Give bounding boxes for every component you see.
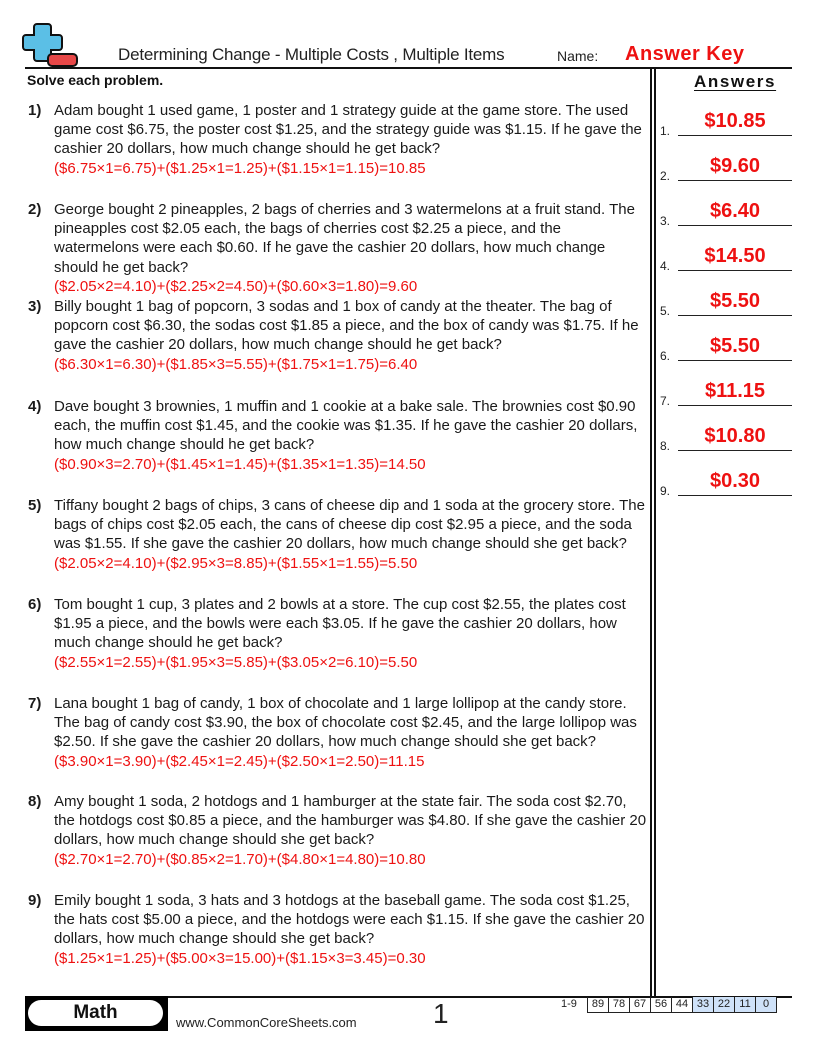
answer-value: $6.40 [709, 200, 761, 222]
problem-work: ($1.25×1=1.25)+($5.00×3=15.00)+($1.15×3=3.45)=0.30 [54, 949, 426, 967]
problem-work: ($2.05×2=4.10)+($2.25×2=4.50)+($0.60×3=1.80)=9.60 [54, 277, 418, 295]
problem-number: 1) [28, 102, 42, 119]
answer-underline [678, 360, 792, 362]
problem-work: ($6.30×1=6.30)+($1.85×3=5.55)+($1.75×1=1.75)=6.40 [54, 355, 418, 373]
answer-value: $10.85 [704, 110, 766, 132]
answers-heading: Answers [694, 72, 777, 91]
problem-text: Tiffany bought 2 bags of chips, 3 cans of cheese dip and 1 soda at the grocery store. The bags of chips cost $2.05 each, the cans of cheese dip cost $2.95 a piece, and the soda was $1.55. If she gave the cashier 20 dollars, how much change should she get back? [54, 497, 645, 553]
problem-number: 3) [28, 298, 42, 315]
problem-item [28, 200, 648, 296]
answer-value: $10.80 [704, 425, 766, 447]
answer-value: $14.50 [704, 245, 766, 267]
column-divider [654, 68, 656, 997]
answer-line [660, 333, 792, 363]
problem-number: 2) [28, 201, 42, 218]
problem-text: Lana bought 1 bag of candy, 1 box of chocolate and 1 large lollipop at the candy store. The bag of candy cost $3.90, the box of chocolate cost $2.45, and the large lollipop was $2.50. If she gave the cashier 20 dollars, how much change should she get back? [54, 695, 637, 751]
problem-text: Emily bought 1 soda, 3 hats and 3 hotdogs at the baseball game. The soda cost $1.25, the hats cost $5.00 a piece, and the hotdogs were each $1.15. If she gave the cashier 20 dollars, how much change should she get back? [54, 892, 645, 948]
problem-work: ($6.75×1=6.75)+($1.25×1=1.25)+($1.15×1=1.15)=10.85 [54, 159, 426, 177]
answer-line [660, 108, 792, 138]
name-value: Answer Key [625, 43, 745, 65]
answer-number: 8. [660, 439, 671, 453]
answer-value: $11.15 [704, 380, 766, 402]
problem-item [28, 595, 648, 672]
problem-item [28, 101, 648, 178]
answer-number: 1. [660, 124, 671, 138]
instructions: Solve each problem. [27, 72, 164, 88]
score-cell: 56 [651, 997, 672, 1013]
answer-underline [678, 225, 792, 227]
problem-work: ($2.55×1=2.55)+($1.95×3=5.85)+($3.05×2=6.10)=5.50 [54, 653, 418, 671]
website-link[interactable]: www.CommonCoreSheets.com [176, 1015, 357, 1030]
page-number: 1 [433, 998, 449, 1029]
problem-item [28, 891, 648, 968]
problem-item [28, 297, 648, 374]
score-cell: 11 [735, 997, 756, 1013]
problem-item [28, 496, 648, 573]
score-cell: 44 [672, 997, 693, 1013]
answer-line [660, 288, 792, 318]
score-cell: 0 [756, 997, 777, 1013]
score-cell: 33 [693, 997, 714, 1013]
name-label: Name: [557, 48, 599, 64]
answer-line [660, 423, 792, 453]
answer-underline [678, 495, 792, 497]
problem-work: ($0.90×3=2.70)+($1.45×1=1.45)+($1.35×1=1.35)=14.50 [54, 455, 426, 473]
answer-underline [678, 450, 792, 452]
problem-item [28, 397, 648, 474]
answer-number: 9. [660, 484, 671, 498]
answer-number: 3. [660, 214, 671, 228]
answer-underline [678, 405, 792, 407]
score-range-label: 1-9 [561, 998, 577, 1010]
answer-underline [678, 270, 792, 272]
answer-line [660, 198, 792, 228]
subject-badge [25, 996, 168, 1031]
problem-work: ($3.90×1=3.90)+($2.45×1=2.45)+($2.50×1=2.50)=11.15 [54, 752, 425, 770]
score-cell: 67 [630, 997, 651, 1013]
answer-line [660, 153, 792, 183]
problem-text: Amy bought 1 soda, 2 hotdogs and 1 hamburger at the state fair. The soda cost $2.70, the hotdogs cost $0.85 a piece, and the hamburger was $4.80. If she gave the cashier 20 dollars, how much change should she get back? [54, 793, 647, 849]
answer-underline [678, 315, 792, 317]
answer-value: $0.30 [709, 470, 761, 492]
score-table [587, 997, 777, 1013]
subject-label: Math [28, 1000, 163, 1026]
problem-item [28, 792, 648, 869]
problem-work: ($2.05×2=4.10)+($2.95×3=8.85)+($1.55×1=1.55)=5.50 [54, 554, 418, 572]
problem-number: 5) [28, 497, 42, 514]
answer-number: 5. [660, 304, 671, 318]
answer-number: 7. [660, 394, 671, 408]
problem-number: 7) [28, 695, 42, 712]
problem-text: Adam bought 1 used game, 1 poster and 1 strategy guide at the game store. The used game cost $6.75, the poster cost $1.25, and the strategy guide was $1.15. If he gave the cashier 20 dollars, how much change should he get back? [54, 102, 642, 158]
problem-item [28, 694, 648, 771]
answer-number: 4. [660, 259, 671, 273]
problem-text: Billy bought 1 bag of popcorn, 3 sodas and 1 box of candy at the theater. The bag of popcorn cost $6.30, the sodas cost $1.85 a piece, and the box of candy was $1.75. If he gave the cashier 20 dollars, how much change should he get back? [54, 298, 639, 354]
score-cell: 22 [714, 997, 735, 1013]
column-divider [650, 68, 652, 997]
answer-value: $9.60 [709, 155, 761, 177]
problem-number: 8) [28, 793, 42, 810]
worksheet-title: Determining Change - Multiple Costs , Multiple Items [118, 45, 505, 64]
problem-work: ($2.70×1=2.70)+($0.85×2=1.70)+($4.80×1=4.80)=10.80 [54, 850, 426, 868]
problem-number: 6) [28, 596, 42, 613]
answer-line [660, 468, 792, 498]
answer-value: $5.50 [709, 290, 761, 312]
answer-underline [678, 135, 792, 137]
score-cell: 78 [609, 997, 630, 1013]
plus-minus-logo-icon [22, 22, 80, 68]
problem-number: 4) [28, 398, 42, 415]
header-divider [25, 67, 792, 69]
answer-line [660, 243, 792, 273]
problem-text: George bought 2 pineapples, 2 bags of cherries and 3 watermelons at a fruit stand. The pineapples cost $2.05 each, the bags of cherries cost $2.25 a piece, and the watermelons were each $0.60. If he gave the cashier 20 dollars, how much change should he get back? [54, 201, 635, 276]
answer-line [660, 378, 792, 408]
answer-number: 6. [660, 349, 671, 363]
problem-text: Dave bought 3 brownies, 1 muffin and 1 cookie at a bake sale. The brownies cost $0.90 each, the muffin cost $1.45, and the cookie was $1.35. If he gave the cashier 20 dollars, how much change should he get back? [54, 398, 638, 454]
answer-underline [678, 180, 792, 182]
problem-number: 9) [28, 892, 42, 909]
problem-text: Tom bought 1 cup, 3 plates and 2 bowls at a store. The cup cost $2.55, the plates cost $1.95 a piece, and the bowls were each $3.05. If he gave the cashier 20 dollars, how much change should he get back? [54, 596, 626, 652]
answer-value: $5.50 [709, 335, 761, 357]
score-cell: 89 [588, 997, 609, 1013]
answer-number: 2. [660, 169, 671, 183]
